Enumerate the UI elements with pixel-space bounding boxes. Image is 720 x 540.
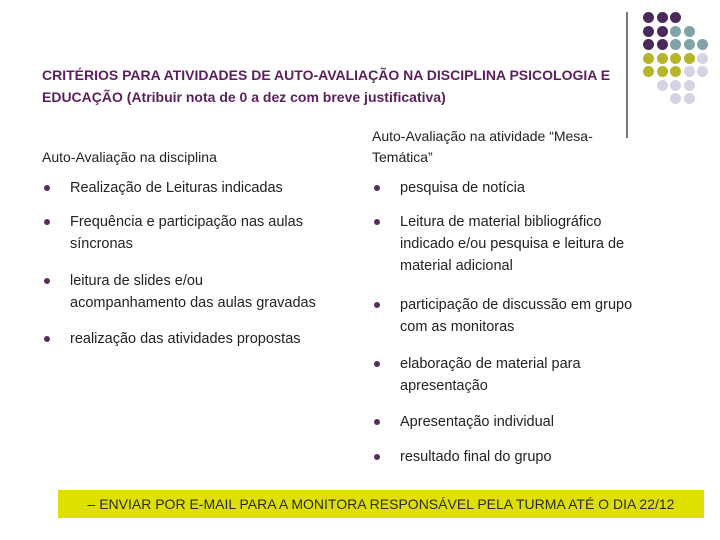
list-item-text (400, 294, 632, 338)
decorative-dot (697, 66, 708, 77)
decorative-dot (670, 66, 681, 77)
page-title (42, 64, 662, 108)
list-item-line: com as monitoras (400, 319, 515, 335)
list-item-line: elaboração de material para (400, 356, 581, 372)
decorative-dot (670, 53, 681, 64)
list-item-line: apresentação (400, 378, 488, 394)
decorative-dot (684, 26, 695, 37)
decorative-dot (657, 12, 668, 23)
list-item-text (70, 211, 303, 255)
list-item-line: participação de discussão em grupo (400, 297, 633, 313)
bullet-icon (374, 419, 380, 425)
decorative-dot (643, 12, 654, 23)
list-item-text: Apresentação individual (400, 414, 554, 430)
decorative-dot (697, 39, 708, 50)
decorative-dot (643, 26, 654, 37)
decorative-dot (643, 39, 654, 50)
decorative-dot (657, 53, 668, 64)
list-item-text: pesquisa de notícia (400, 180, 525, 196)
decorative-dot (657, 26, 668, 37)
bullet-icon (44, 185, 50, 191)
bullet-icon (374, 302, 380, 308)
decorative-dot (684, 93, 695, 104)
deadline-banner: – ENVIAR POR E-MAIL PARA A MONITORA RESPONSÁVEL PELA TURMA ATÉ O DIA 22/12 (58, 490, 704, 518)
decorative-dot (684, 53, 695, 64)
left-column-heading: Auto-Avaliação na disciplina (42, 149, 217, 165)
list-item-line: síncronas (70, 236, 133, 252)
decorative-dot (643, 53, 654, 64)
decorative-dot (657, 39, 668, 50)
list-item-line: Leitura de material bibliográfico (400, 214, 602, 230)
right-heading-line-1: Auto-Avaliação na atividade “Mesa- (372, 128, 593, 144)
decorative-dot (670, 26, 681, 37)
decorative-dot (670, 93, 681, 104)
list-item-text (70, 270, 316, 314)
right-heading-line-2: Temática” (372, 149, 433, 165)
bullet-icon (44, 336, 50, 342)
list-item-line: leitura de slides e/ou (70, 273, 203, 289)
list-item-line: Frequência e participação nas aulas (70, 214, 303, 230)
decorative-dot (684, 66, 695, 77)
bullet-icon (44, 219, 50, 225)
bullet-icon (44, 278, 50, 284)
bullet-icon (374, 454, 380, 460)
title-line-1: CRITÉRIOS PARA ATIVIDADES DE AUTO-AVALIAÇÃO NA DISCIPLINA PSICOLOGIA E (42, 67, 611, 83)
decorative-dot (684, 39, 695, 50)
decorative-dot (670, 39, 681, 50)
list-item-line: material adicional (400, 258, 513, 274)
decorative-dot (670, 12, 681, 23)
list-item-text: realização das atividades propostas (70, 331, 301, 347)
right-column-heading (372, 126, 593, 168)
bullet-icon (374, 219, 380, 225)
bullet-icon (374, 185, 380, 191)
bullet-icon (374, 361, 380, 367)
list-item-text (400, 211, 624, 277)
list-item-text: Realização de Leituras indicadas (70, 180, 283, 196)
title-line-2: EDUCAÇÃO (Atribuir nota de 0 a dez com breve justificativa) (42, 89, 446, 105)
list-item-text: resultado final do grupo (400, 449, 552, 465)
decorative-dot (684, 80, 695, 91)
list-item-line: acompanhamento das aulas gravadas (70, 295, 316, 311)
decorative-dot (697, 53, 708, 64)
list-item-line: indicado e/ou pesquisa e leitura de (400, 236, 625, 252)
list-item-text (400, 353, 581, 397)
decorative-dot (670, 80, 681, 91)
